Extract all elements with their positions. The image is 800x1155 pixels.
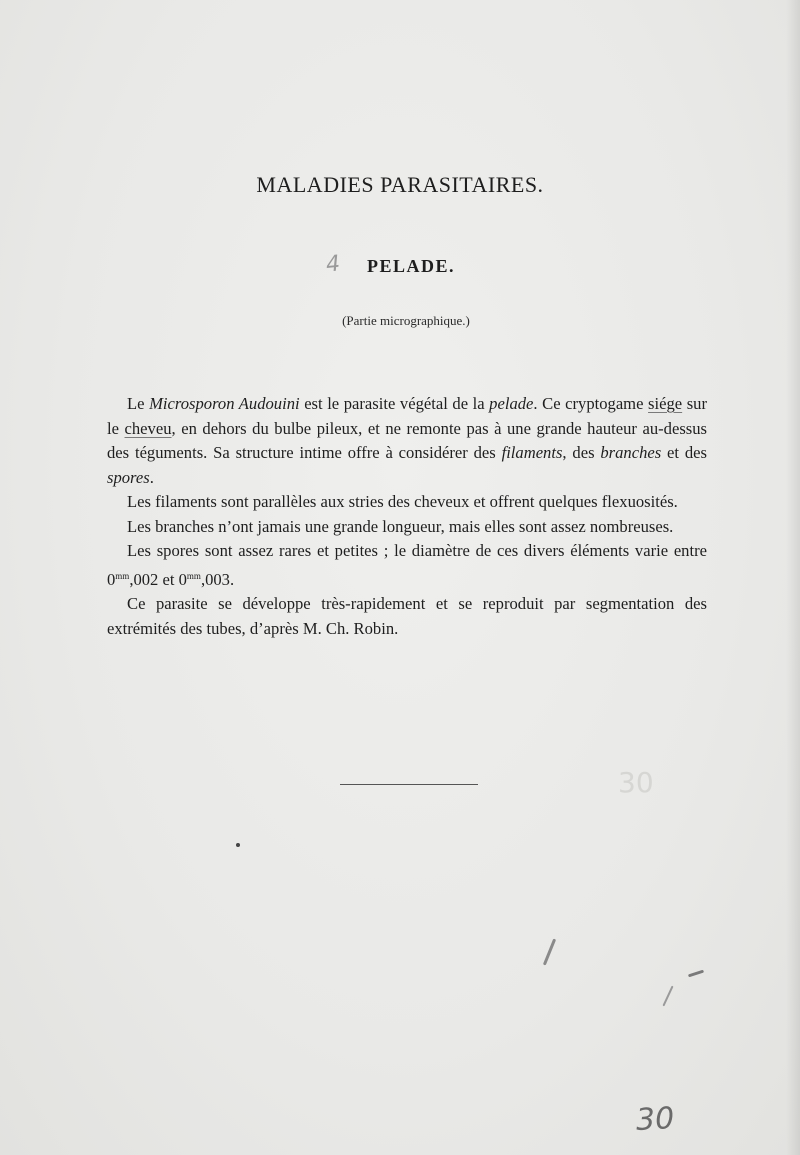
text-run: . Ce cryptogame bbox=[533, 394, 649, 413]
text-run: ,003. bbox=[200, 569, 235, 589]
section-subtitle: (Partie micrographique.) bbox=[342, 313, 470, 328]
superscript-unit: mm bbox=[186, 570, 201, 581]
section-divider bbox=[340, 784, 478, 785]
pencil-stroke bbox=[662, 986, 673, 1007]
text-run: ,002 et 0 bbox=[129, 569, 187, 589]
text-run: sur le bbox=[107, 394, 707, 438]
paragraph-5: Ce parasite se développe très-rapidement et se reproduit par segmentation des extrémités des tubes, d’après M. Ch. Robin. bbox=[107, 594, 707, 638]
body-text bbox=[107, 392, 707, 641]
italic-run: spores bbox=[107, 467, 150, 487]
section-title: PELADE. bbox=[366, 256, 455, 276]
handwritten-page-number: 30 bbox=[635, 1101, 676, 1138]
paragraph-3: Les branches n’ont jamais une grande longueur, mais elles sont assez nombreuses. bbox=[127, 516, 674, 536]
italic-run: pelade bbox=[489, 394, 534, 413]
pencil-stroke bbox=[543, 938, 556, 965]
margin-pencil-mark: 4 bbox=[324, 251, 342, 278]
italic-run: branches bbox=[600, 443, 662, 462]
text-run: , en dehors du bulbe pileux, et ne remonte pas à une grande hauteur au-dessus des téguments. Sa structure intime offre à considérer des bbox=[107, 418, 707, 462]
underlined-word: cheveu bbox=[124, 418, 172, 438]
text-run: , des bbox=[562, 443, 601, 462]
text-run: et des bbox=[661, 443, 707, 462]
chapter-title: MALADIES PARASITAIRES. bbox=[256, 172, 544, 197]
bleed-through-number: 30 bbox=[618, 766, 654, 799]
paragraph-1 bbox=[107, 392, 707, 490]
text-run: Les spores sont assez rares et petites ; le diamètre de ces divers éléments varie entre 0 bbox=[107, 541, 707, 589]
italic-run: Microsporon Audouini bbox=[149, 394, 300, 413]
underlined-word: siége bbox=[648, 394, 683, 413]
paragraph-4 bbox=[107, 539, 707, 592]
superscript-unit: mm bbox=[115, 570, 130, 581]
text-run: . bbox=[149, 467, 154, 487]
ink-dot bbox=[236, 843, 240, 847]
text-run: Le bbox=[127, 394, 150, 413]
italic-run: filaments bbox=[501, 443, 563, 462]
text-run: est le parasite végétal de la bbox=[299, 394, 490, 413]
pencil-stroke bbox=[688, 970, 704, 978]
paragraph-2: Les filaments sont parallèles aux stries des cheveux et offrent quelques flexuosités. bbox=[127, 492, 678, 511]
